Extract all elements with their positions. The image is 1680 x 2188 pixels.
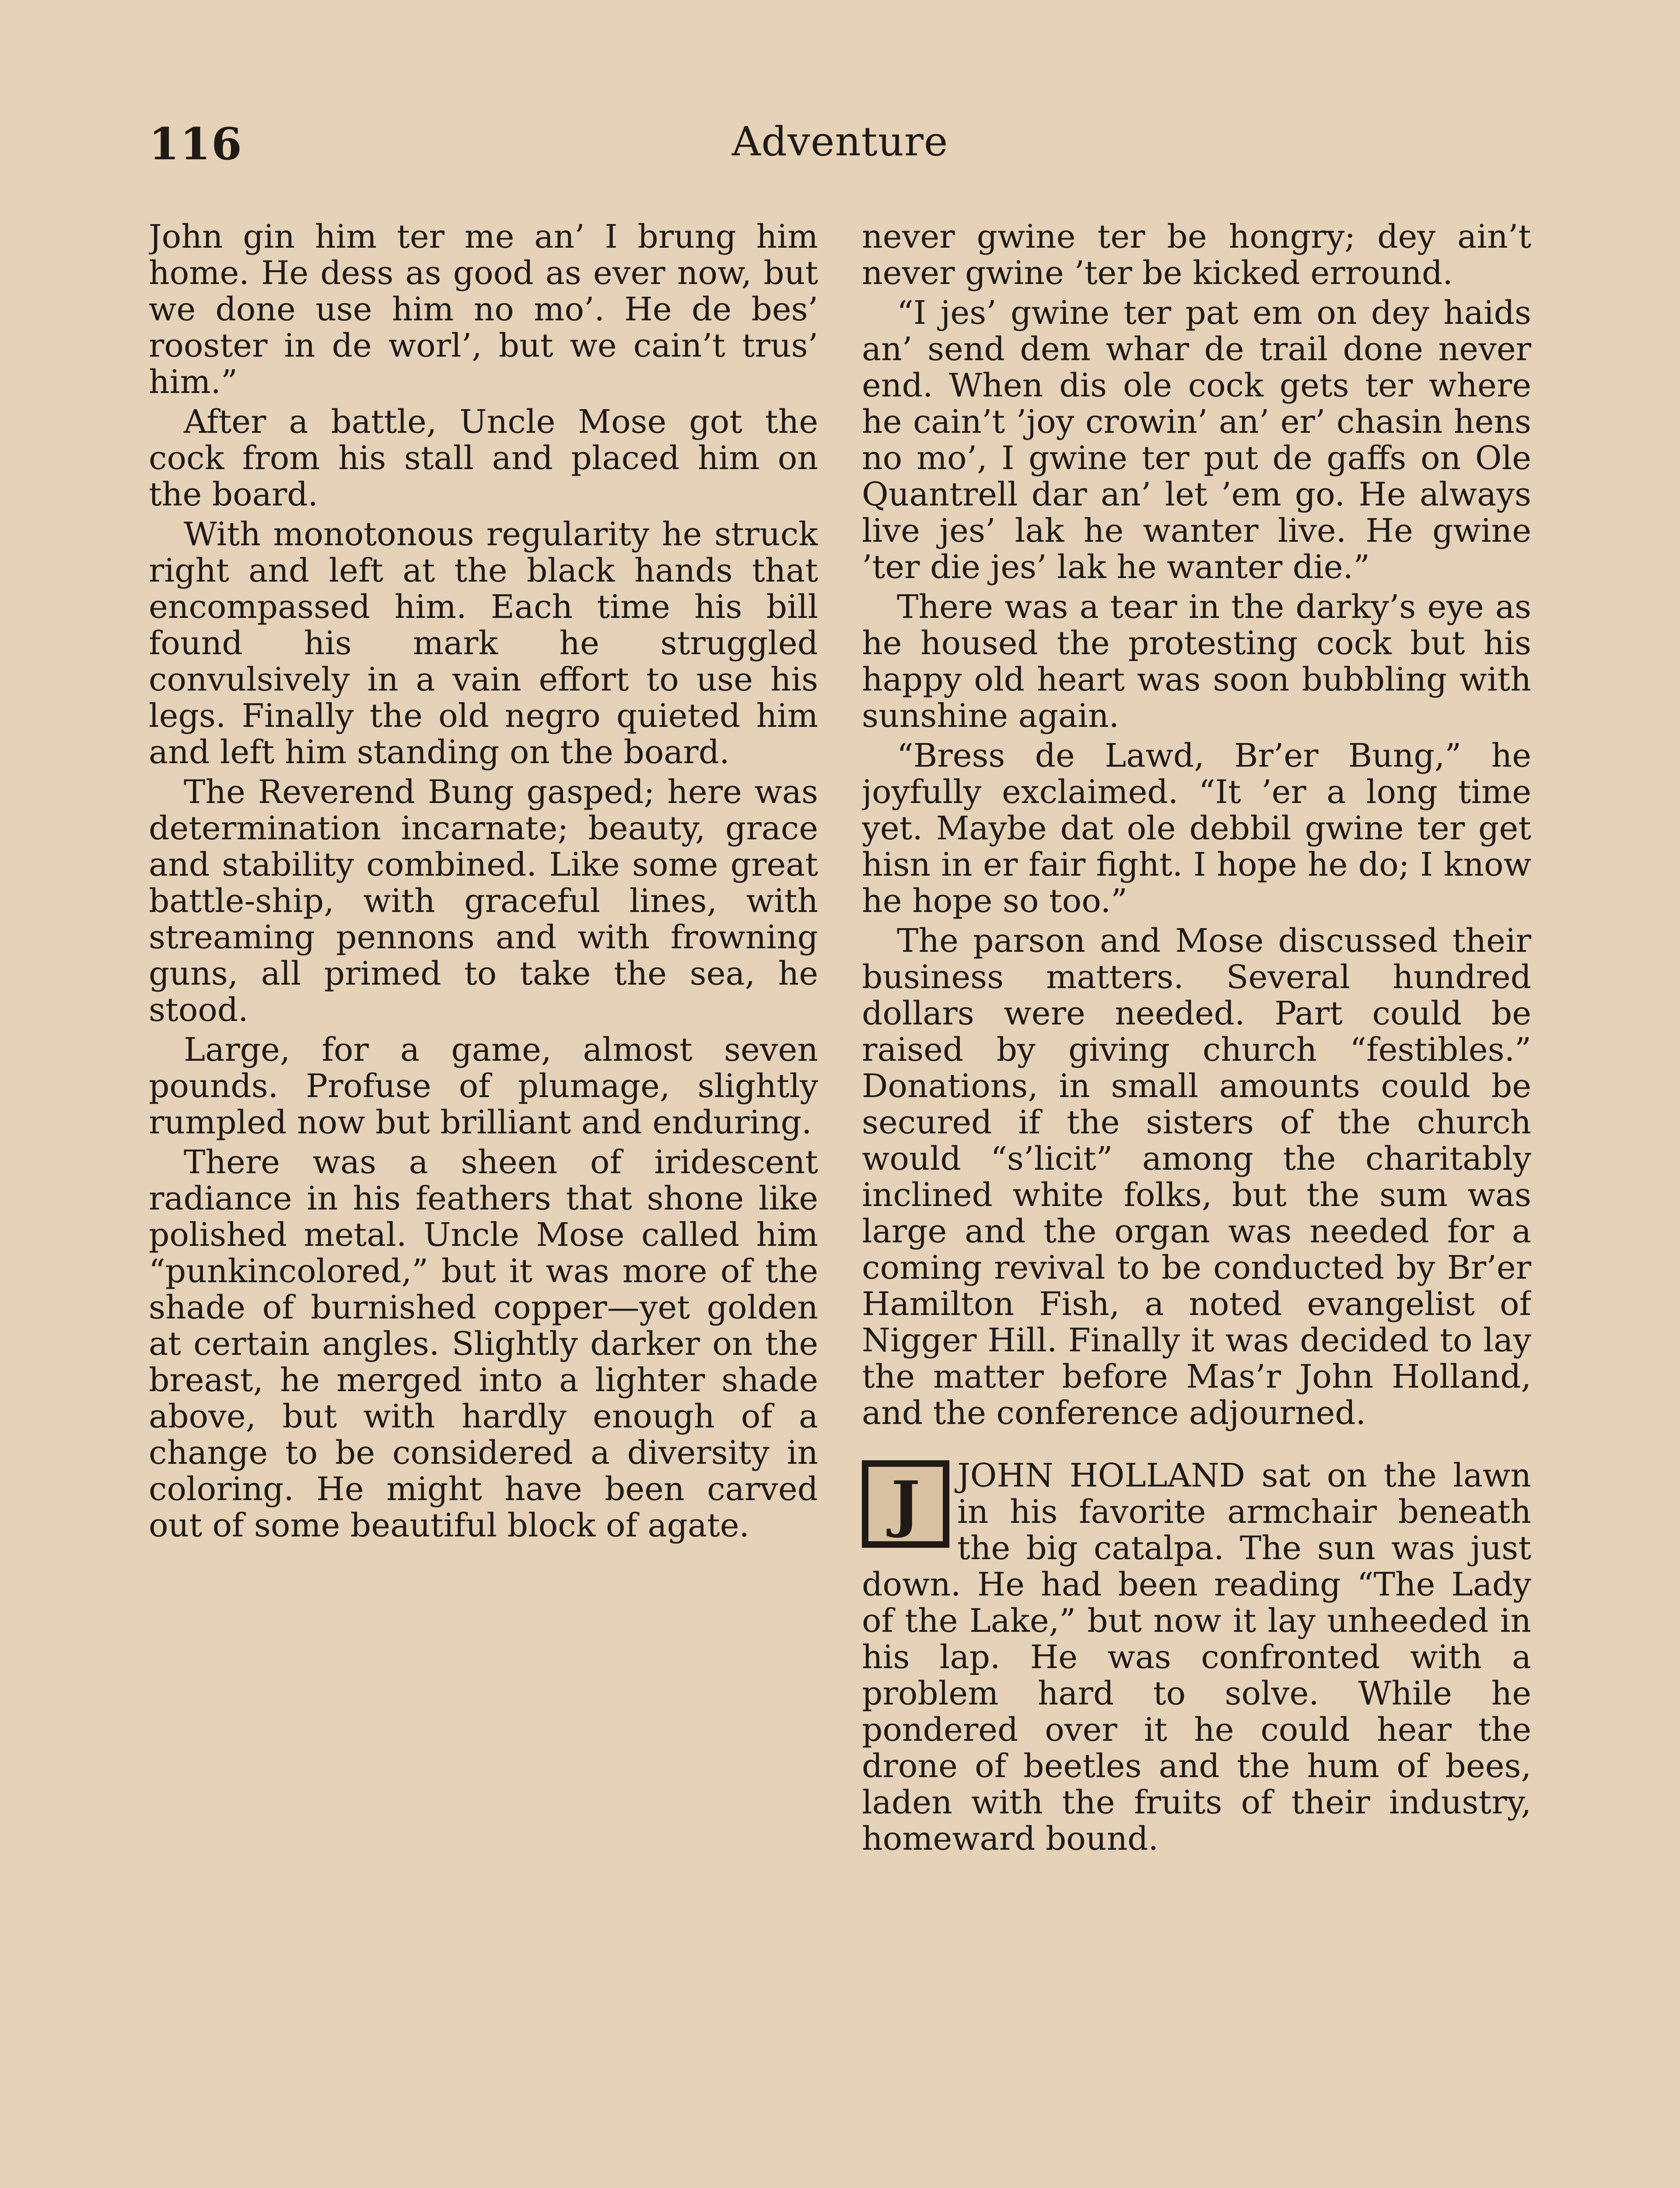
page-number: 116 bbox=[149, 118, 243, 170]
decorative-initial-frame bbox=[862, 1460, 949, 1548]
paragraph: With monotonous regularity he struck right and left at the black hands that encompassed him. Each time his bill found his mark he struggled convulsively in a vain effort to use his legs. Finally the old negro quieted him and left him standing on the board. bbox=[149, 515, 818, 771]
left-column bbox=[149, 219, 818, 2188]
paragraph: There was a tear in the darky’s eye as he housed the protesting cock but his happy old heart was soon bubbling with sunshine again. bbox=[862, 588, 1531, 735]
section-lead-paragraph: JOHN HOLLAND sat on the lawn in his favorite armchair beneath the big catalpa. The sun was just down. He had been reading “The Lady of the Lake,” but now it lay unheeded in his lap. He was confronted with a problem hard to solve. While he pondered over it he could hear the drone of beetles and the hum of bees, laden with the fruits of their industry, homeward bound. bbox=[862, 1457, 1531, 1858]
paragraph: “Bress de Lawd, Br’er Bung,” he joyfully exclaimed. “It ’er a long time yet. Maybe dat ole debbil gwine ter get hisn in er fair fight. I hope he do; I know he hope so too.” bbox=[862, 737, 1531, 920]
decorative-initial-box bbox=[868, 1467, 943, 1541]
page-header bbox=[149, 118, 1531, 193]
paragraph: “I jes’ gwine ter pat em on dey haids an’ send dem whar de trail done never end. When dis ole cock gets ter where he cain’t ’joy crowin’ an’ er’ chasin hens no mo’, I gwine ter put de gaffs on Ole Quantrell dar an’ let ’em go. He always live jes’ lak he wanter live. He gwine ’ter die jes’ lak he wanter die.” bbox=[862, 294, 1531, 586]
text-columns bbox=[149, 219, 1531, 2188]
running-title: Adventure bbox=[732, 118, 948, 165]
paragraph: Large, for a game, almost seven pounds. Profuse of plumage, slightly rumpled now but brilliant and enduring. bbox=[149, 1031, 818, 1141]
paragraph: After a battle, Uncle Mose got the cock from his stall and placed him on the board. bbox=[149, 403, 818, 513]
paragraph: never gwine ter be hongry; dey ain’t never gwine ’ter be kicked erround. bbox=[862, 219, 1531, 292]
section-start bbox=[862, 1458, 1531, 1857]
right-column bbox=[862, 219, 1531, 2188]
paragraph: The parson and Mose discussed their business matters. Several hundred dollars were needed. Part could be raised by giving church “festibles.” Donations, in small amounts could be secured if the sisters of the church would “s’licit” among the charitably inclined white folks, but the sum was large and the organ was needed for a coming revival to be conducted by Br’er Hamilton Fish, a noted evangelist of Nigger Hill. Finally it was decided to lay the matter before Mas’r John Holland, and the conference adjourned. bbox=[862, 922, 1531, 1432]
paragraph: There was a sheen of iridescent radiance in his feathers that shone like polished metal. Uncle Mose called him “punkincolored,” but it was more of the shade of burnished copper—yet golden at certain angles. Slightly darker on the breast, he merged into a lighter shade above, but with hardly enough of a change to be considered a diversity in coloring. He might have been carved out of some beautiful block of agate. bbox=[149, 1143, 818, 1544]
decorative-initial-letter: J bbox=[891, 1468, 920, 1540]
paragraph: The Reverend Bung gasped; here was determination incarnate; beauty, grace and stability combined. Like some great battle-ship, with graceful lines, with streaming pennons and with frowning guns, all primed to take the sea, he stood. bbox=[149, 773, 818, 1029]
paragraph: John gin him ter me an’ I brung him home. He dess as good as ever now, but we done use him no mo’. He de bes’ rooster in de worl’, but we cain’t trus’ him.” bbox=[149, 219, 818, 401]
